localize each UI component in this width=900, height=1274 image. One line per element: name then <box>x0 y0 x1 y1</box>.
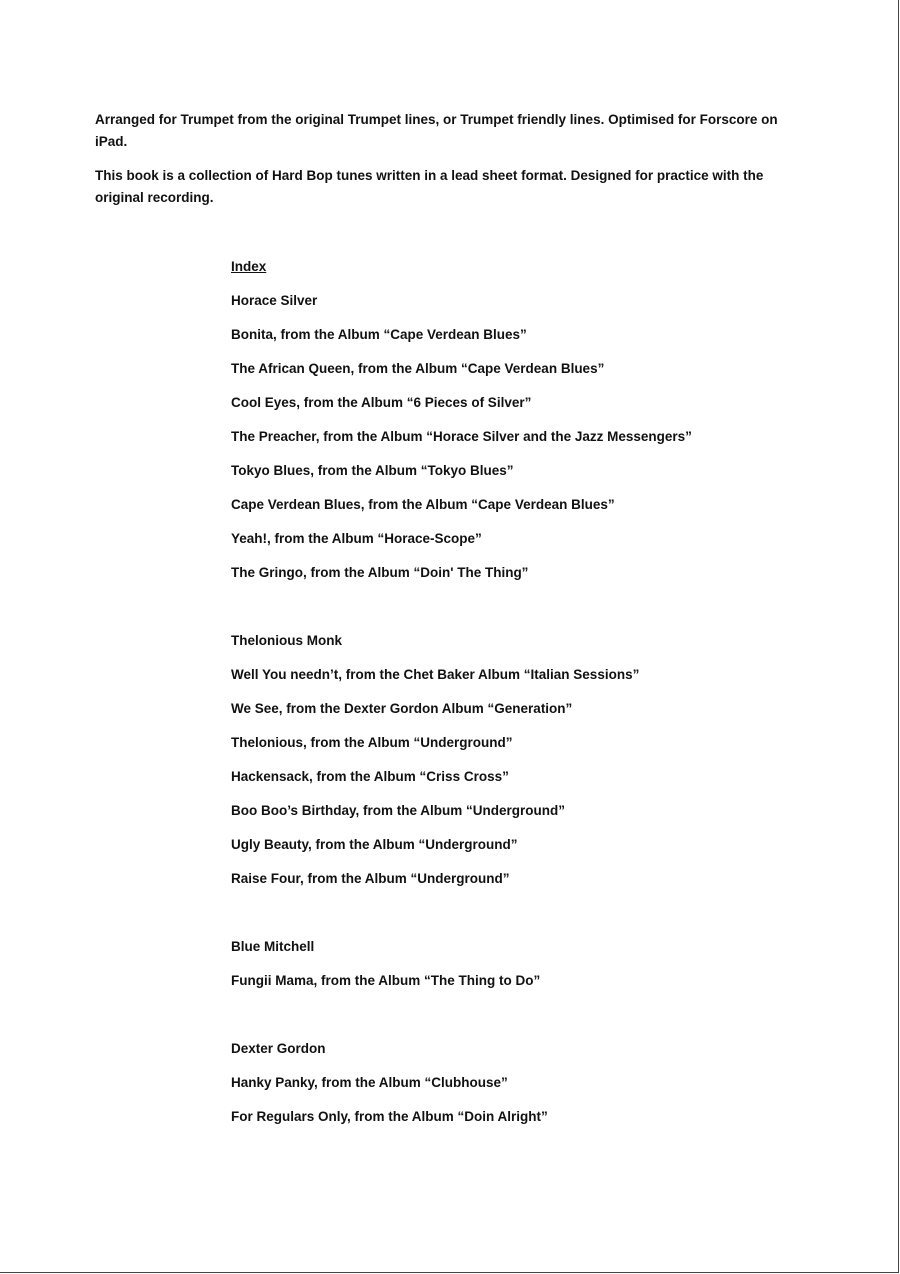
tune-entry: For Regulars Only, from the Album “Doin Alright” <box>231 1109 548 1124</box>
tune-entry: Thelonious, from the Album “Underground” <box>231 735 513 750</box>
tune-entry: Tokyo Blues, from the Album “Tokyo Blues” <box>231 463 514 478</box>
tune-entry: Hackensack, from the Album “Criss Cross” <box>231 769 509 784</box>
tune-entry: Boo Boo’s Birthday, from the Album “Underground” <box>231 803 565 818</box>
tune-entry: The African Queen, from the Album “Cape Verdean Blues” <box>231 361 605 376</box>
tune-entry: The Preacher, from the Album “Horace Silver and the Jazz Messengers” <box>231 429 692 444</box>
tune-entry: Raise Four, from the Album “Underground” <box>231 871 510 886</box>
section-spacer <box>231 902 831 936</box>
tune-entry: Cape Verdean Blues, from the Album “Cape Verdean Blues” <box>231 497 615 512</box>
intro-text <box>95 109 795 221</box>
tune-entry: Ugly Beauty, from the Album “Underground” <box>231 837 518 852</box>
tune-entry: Bonita, from the Album “Cape Verdean Blues” <box>231 327 527 342</box>
artist-heading: Dexter Gordon <box>231 1041 326 1056</box>
section-spacer <box>231 596 831 630</box>
tune-entry: The Gringo, from the Album “Doin' The Thing” <box>231 565 529 580</box>
section-spacer <box>231 1004 831 1038</box>
tune-entry: Yeah!, from the Album “Horace-Scope” <box>231 531 482 546</box>
artist-heading: Blue Mitchell <box>231 939 315 954</box>
artist-heading: Thelonious Monk <box>231 633 342 648</box>
intro-paragraph-description: This book is a collection of Hard Bop tunes written in a lead sheet format. Designed for practice with the original recording. <box>95 168 764 205</box>
tune-entry: Fungii Mama, from the Album “The Thing to Do” <box>231 973 541 988</box>
tune-entry: Hanky Panky, from the Album “Clubhouse” <box>231 1075 508 1090</box>
tune-entry: Cool Eyes, from the Album “6 Pieces of Silver” <box>231 395 532 410</box>
tune-entry: Well You needn’t, from the Chet Baker Album “Italian Sessions” <box>231 667 640 682</box>
index-list <box>231 256 831 1140</box>
index-title: Index <box>231 259 267 274</box>
artist-heading: Horace Silver <box>231 293 318 308</box>
intro-paragraph-arrangement: Arranged for Trumpet from the original Trumpet lines, or Trumpet friendly lines. Optimised for Forscore on iPad. <box>95 112 778 149</box>
tune-entry: We See, from the Dexter Gordon Album “Generation” <box>231 701 573 716</box>
